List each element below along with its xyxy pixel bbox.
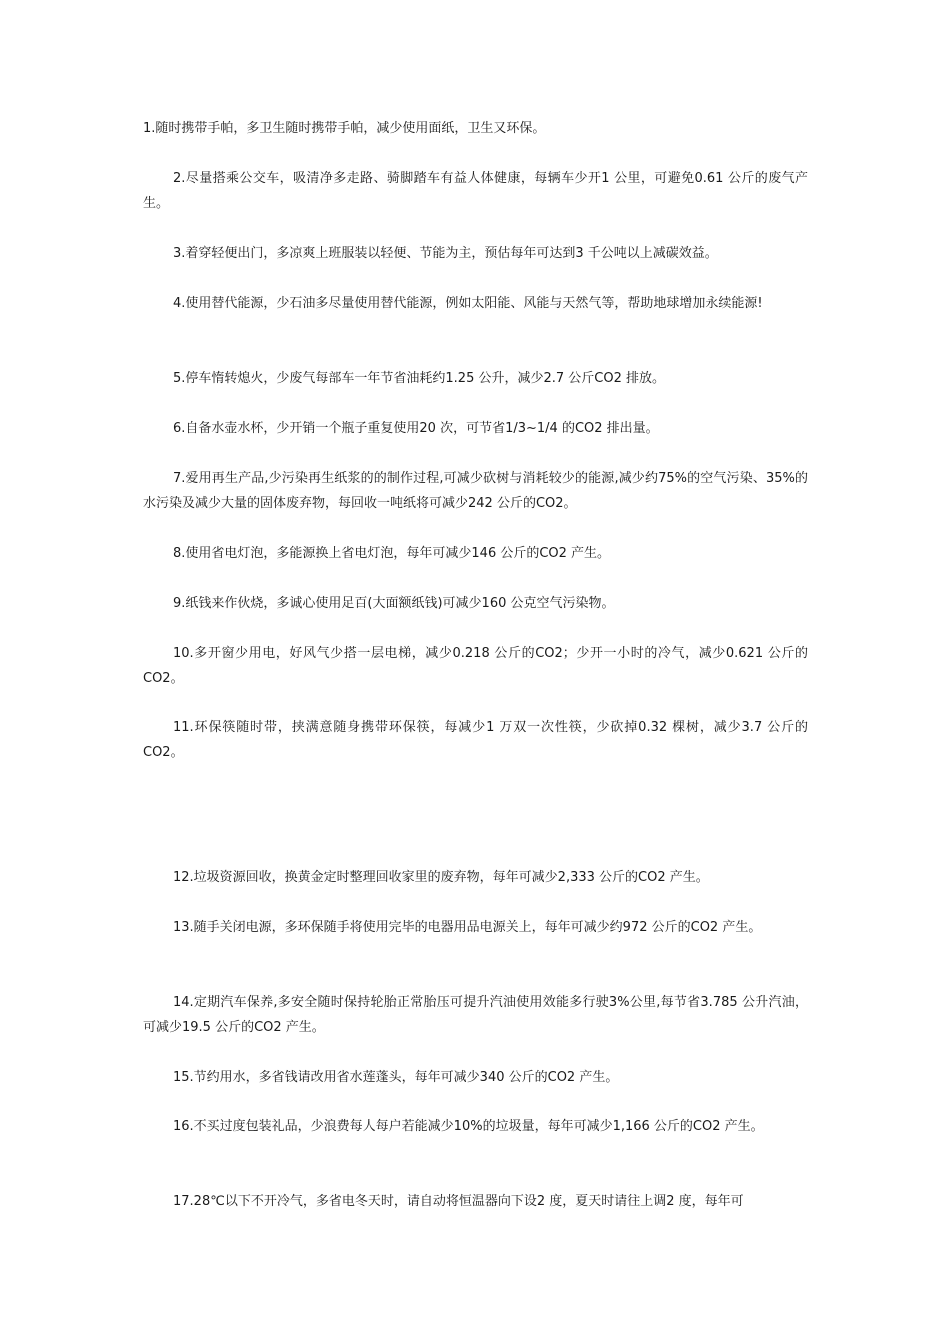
paragraph-12: 12.垃圾资源回收，换黄金定时整理回收家里的废弃物，每年可减少2,333 公斤的CO2 产生。 (173, 870, 709, 885)
paragraph-5: 5.停车惰转熄火，少废气每部车一年节省油耗约1.25 公升，减少2.7 公斤CO2 排放。 (173, 371, 666, 386)
paragraph-6: 6.自备水壶水杯，少开销一个瓶子重复使用20 次，可节省1/3~1/4 的CO2 排出量。 (173, 421, 659, 436)
paragraph-16: 16.不买过度包装礼品，少浪费每人每户若能减少10%的垃圾量，每年可减少1,166 公斤的CO2 产生。 (173, 1119, 764, 1134)
paragraph-8: 8.使用省电灯泡，多能源换上省电灯泡，每年可减少146 公斤的CO2 产生。 (173, 546, 611, 561)
paragraph-11: 11.环保筷随时带，挟满意随身携带环保筷，每减少1 万双一次性筷，少砍掉0.32 棵树，减少3.7 公斤的CO2。 (143, 720, 808, 760)
paragraph-15: 15.节约用水，多省钱请改用省水莲蓬头，每年可减少340 公斤的CO2 产生。 (173, 1070, 619, 1085)
paragraph-3: 3.着穿轻便出门，多凉爽上班服装以轻便、节能为主，预估每年可达到3 千公吨以上减碳效益。 (173, 246, 718, 261)
paragraph-13: 13.随手关闭电源，多环保随手将使用完毕的电器用品电源关上，每年可减少约972 公斤的CO2 产生。 (173, 920, 762, 935)
paragraph-7: 7.爱用再生产品,少污染再生纸浆的的制作过程,可减少砍树与消耗较少的能源,减少约75%的空气污染、35%的水污染及减少大量的固体废弃物，每回收一吨纸将可减少242 公斤的CO2。 (143, 471, 808, 511)
paragraph-9: 9.纸钱来作伙烧，多诚心使用足百(大面额纸钱)可减少160 公克空气污染物。 (173, 596, 615, 611)
paragraph-17: 17.28℃以下不开冷气，多省电冬天时，请自动将恒温器向下设2 度，夏天时请往上调2 度，每年可 (173, 1194, 744, 1209)
paragraph-14: 14.定期汽车保养,多安全随时保持轮胎正常胎压可提升汽油使用效能多行驶3%公里,每节省3.785 公升汽油，可减少19.5 公斤的CO2 产生。 (143, 995, 808, 1035)
paragraph-4: 4.使用替代能源，少石油多尽量使用替代能源，例如太阳能、风能与天然气等，帮助地球增加永续能源! (173, 296, 763, 311)
paragraph-10: 10.多开窗少用电，好风气少搭一层电梯，减少0.218 公斤的CO2；少开一小时的冷气，减少0.621 公斤的CO2。 (143, 646, 808, 686)
paragraph-1: 1.随时携带手帕，多卫生随时携带手帕，减少使用面纸，卫生又环保。 (143, 121, 546, 136)
paragraph-2: 2.尽量搭乘公交车，吸清净多走路、骑脚踏车有益人体健康，每辆车少开1 公里，可避免0.61 公斤的废气产生。 (143, 171, 808, 211)
